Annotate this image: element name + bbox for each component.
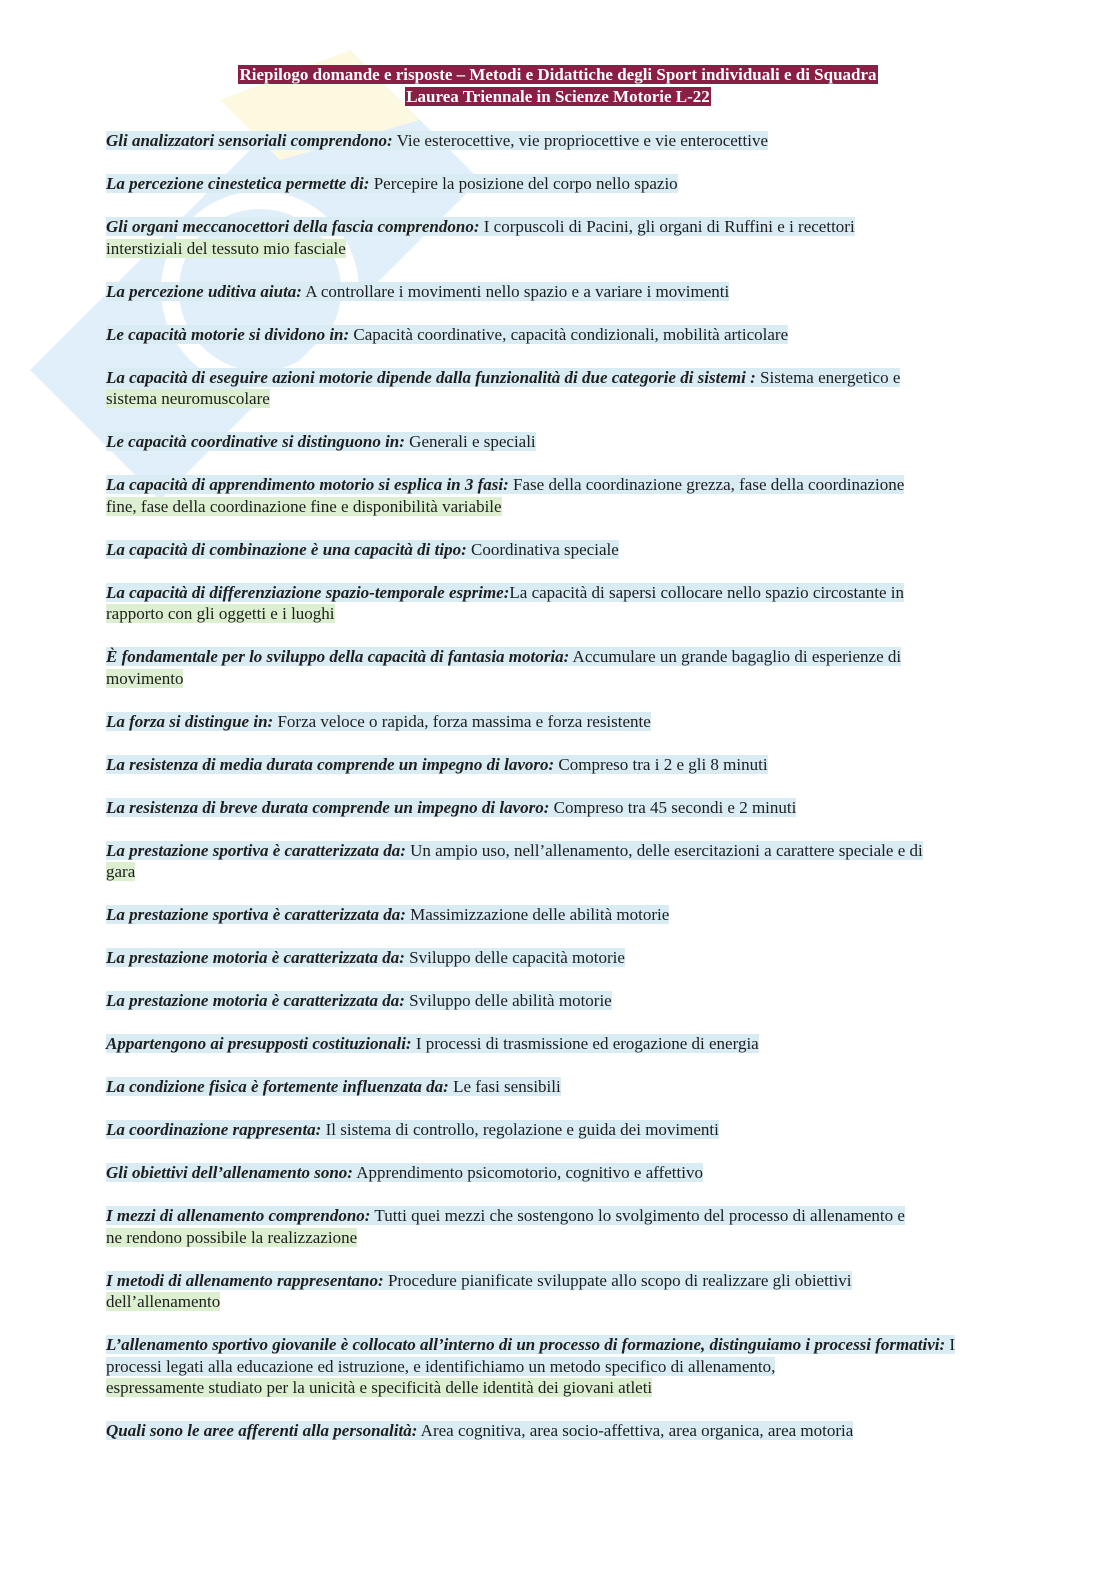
qa-item xyxy=(106,582,1006,625)
answer-text: Accumulare un grande bagaglio di esperienze di xyxy=(569,647,902,666)
question-text: La resistenza di breve durata comprende un impegno di lavoro: xyxy=(106,797,550,817)
question-text: Gli obiettivi dell’allenamento sono: xyxy=(106,1163,353,1182)
first-line-highlight xyxy=(106,368,900,387)
answer-text: Compreso tra i 2 e gli 8 minuti xyxy=(554,754,768,774)
answer-continuation: gara xyxy=(106,862,136,881)
answer-text: Percepire la posizione del corpo nello spazio xyxy=(369,174,678,193)
first-line-highlight xyxy=(106,325,788,344)
first-line-highlight xyxy=(106,217,855,236)
first-line-highlight xyxy=(106,174,678,193)
question-text: La capacità di apprendimento motorio si esplica in 3 fasi: xyxy=(106,475,509,494)
question-text: La percezione uditiva aiuta: xyxy=(106,281,302,301)
answer-text: Fase della coordinazione grezza, fase della coordinazione xyxy=(508,475,905,494)
answer-text: Area cognitiva, area socio-affettiva, area organica, area motoria xyxy=(417,1421,854,1440)
question-text: La prestazione motoria è caratterizzata da: xyxy=(106,991,405,1010)
first-line-highlight xyxy=(106,1421,853,1440)
first-line-highlight xyxy=(106,991,612,1010)
answer-text: Forza veloce o rapida, forza massima e forza resistente xyxy=(273,711,651,731)
qa-item xyxy=(106,904,1006,926)
question-text: La percezione cinestetica permette di: xyxy=(106,174,370,193)
first-line-highlight xyxy=(106,712,651,731)
answer-continuation: sistema neuromuscolare xyxy=(106,389,270,408)
first-line-highlight xyxy=(106,131,768,150)
question-text: La prestazione motoria è caratterizzata da: xyxy=(106,948,405,967)
qa-item xyxy=(106,1033,1006,1055)
answer-text: I processi di trasmissione ed erogazione di energia xyxy=(411,1034,759,1053)
question-text: La prestazione sportiva è caratterizzata da: xyxy=(106,905,406,924)
answer-text: Un ampio uso, nell’allenamento, delle esercitazioni a carattere speciale e di xyxy=(405,840,923,860)
answer-text: Sviluppo delle abilità motorie xyxy=(404,991,612,1010)
answer-text: Il sistema di controllo, regolazione e guida dei movimenti xyxy=(321,1120,719,1139)
answer-continuation: rapporto con gli oggetti e i luoghi xyxy=(106,604,335,623)
qa-item xyxy=(106,474,1006,517)
question-text: La prestazione sportiva è caratterizzata da: xyxy=(106,840,406,860)
question-text: È fondamentale per lo sviluppo della capacità di fantasia motoria: xyxy=(106,647,570,666)
first-line-highlight xyxy=(106,1077,561,1096)
qa-item xyxy=(106,1205,1006,1248)
qa-item xyxy=(106,431,1006,453)
first-line-highlight xyxy=(106,1034,759,1053)
first-line-highlight xyxy=(106,583,904,602)
question-text: Quali sono le aree afferenti alla personalità: xyxy=(106,1421,418,1440)
document-title xyxy=(0,64,1116,108)
answer-continuation: movimento xyxy=(106,668,184,688)
qa-item xyxy=(106,130,1006,152)
qa-item xyxy=(106,539,1006,561)
answer-text: Apprendimento psicomotorio, cognitivo e affettivo xyxy=(352,1163,703,1182)
qa-item xyxy=(106,797,1006,819)
question-text: Gli analizzatori sensoriali comprendono: xyxy=(106,131,393,150)
question-text: La capacità di combinazione è una capacità di tipo: xyxy=(106,539,467,559)
first-line-highlight xyxy=(106,1163,703,1182)
question-text: Le capacità coordinative si distinguono in: xyxy=(106,432,405,451)
answer-text: Tutti quei mezzi che sostengono lo svolgimento del processo di allenamento e xyxy=(370,1206,905,1225)
first-line-highlight xyxy=(106,282,729,301)
qa-item xyxy=(106,1420,1006,1442)
qa-item xyxy=(106,216,1006,259)
qa-item xyxy=(106,281,1006,303)
question-text: I metodi di allenamento rappresentano: xyxy=(106,1270,384,1290)
answer-text: A controllare i movimenti nello spazio e a variare i movimenti xyxy=(301,281,730,301)
answer-continuation: dell’allenamento xyxy=(106,1292,221,1311)
answer-text: Sistema energetico e xyxy=(755,367,901,387)
qa-item xyxy=(106,324,1006,346)
question-text: La coordinazione rappresenta: xyxy=(106,1120,322,1139)
first-line-highlight xyxy=(106,1206,905,1225)
qa-item xyxy=(106,173,1006,195)
answer-text: Vie esterocettive, vie propriocettive e vie enterocettive xyxy=(392,131,769,150)
answer-text: I processi legati alla educazione ed istruzione, e identifichiamo un metodo specifico di allenamento, xyxy=(106,1335,956,1376)
first-line-highlight xyxy=(106,1335,955,1376)
qa-item xyxy=(106,711,1006,733)
qa-item xyxy=(106,947,1006,969)
answer-continuation: ne rendono possibile la realizzazione xyxy=(106,1227,358,1247)
first-line-highlight xyxy=(106,798,796,817)
answer-text: La capacità di sapersi collocare nello spazio circostante in xyxy=(509,582,905,602)
answer-text: Capacità coordinative, capacità condizionali, mobilità articolare xyxy=(349,324,789,344)
answer-text: Le fasi sensibili xyxy=(448,1077,561,1096)
first-line-highlight xyxy=(106,905,669,924)
answer-continuation: espressamente studiato per la unicità e specificità delle identità dei giovani atleti xyxy=(106,1378,653,1397)
title-line-2: Laurea Triennale in Scienze Motorie L-22 xyxy=(406,87,710,106)
answer-text: Massimizzazione delle abilità motorie xyxy=(405,905,670,924)
qa-item xyxy=(106,367,1006,410)
first-line-highlight xyxy=(106,1271,852,1290)
first-line-highlight xyxy=(106,755,768,774)
first-line-highlight xyxy=(106,1120,719,1139)
qa-item xyxy=(106,1334,1006,1399)
question-text: La condizione fisica è fortemente influenzata da: xyxy=(106,1077,449,1096)
answer-text: Procedure pianificate sviluppate allo scopo di realizzare gli obiettivi xyxy=(383,1270,852,1290)
first-line-highlight xyxy=(106,948,625,967)
question-text: La capacità di differenziazione spazio-temporale esprime: xyxy=(106,582,510,602)
answer-text: I corpuscoli di Pacini, gli organi di Ruffini e i recettori xyxy=(479,217,855,236)
qa-item xyxy=(106,1076,1006,1098)
answer-continuation: interstiziali del tessuto mio fasciale xyxy=(106,238,346,258)
question-text: Le capacità motorie si dividono in: xyxy=(106,324,350,344)
answer-text: Coordinativa speciale xyxy=(466,539,619,559)
qa-item xyxy=(106,840,1006,883)
qa-list xyxy=(106,130,1006,1463)
first-line-highlight xyxy=(106,432,536,451)
question-text: La forza si distingue in: xyxy=(106,711,274,731)
answer-text: Generali e speciali xyxy=(404,432,536,451)
question-text: La resistenza di media durata comprende un impegno di lavoro: xyxy=(106,754,555,774)
question-text: I mezzi di allenamento comprendono: xyxy=(106,1206,371,1225)
qa-item xyxy=(106,1119,1006,1141)
qa-item xyxy=(106,1270,1006,1313)
first-line-highlight xyxy=(106,540,619,559)
qa-item xyxy=(106,990,1006,1012)
first-line-highlight xyxy=(106,841,923,860)
first-line-highlight xyxy=(106,647,901,666)
question-text: Appartengono ai presupposti costituzionali: xyxy=(106,1034,412,1053)
question-text: La capacità di eseguire azioni motorie dipende dalla funzionalità di due categorie di sistemi : xyxy=(106,367,756,387)
answer-continuation: fine, fase della coordinazione fine e disponibilità variabile xyxy=(106,496,502,516)
title-line-1: Riepilogo domande e risposte – Metodi e Didattiche degli Sport individuali e di Squadra xyxy=(239,65,877,84)
qa-item xyxy=(106,754,1006,776)
answer-text: Sviluppo delle capacità motorie xyxy=(404,948,625,967)
answer-text: Compreso tra 45 secondi e 2 minuti xyxy=(549,797,797,817)
qa-item xyxy=(106,1162,1006,1184)
first-line-highlight xyxy=(106,475,904,494)
qa-item xyxy=(106,646,1006,689)
question-text: L’allenamento sportivo giovanile è collocato all’interno di un processo di formazione, distinguiamo i processi formativi: xyxy=(106,1335,946,1354)
question-text: Gli organi meccanocettori della fascia comprendono: xyxy=(106,217,480,236)
